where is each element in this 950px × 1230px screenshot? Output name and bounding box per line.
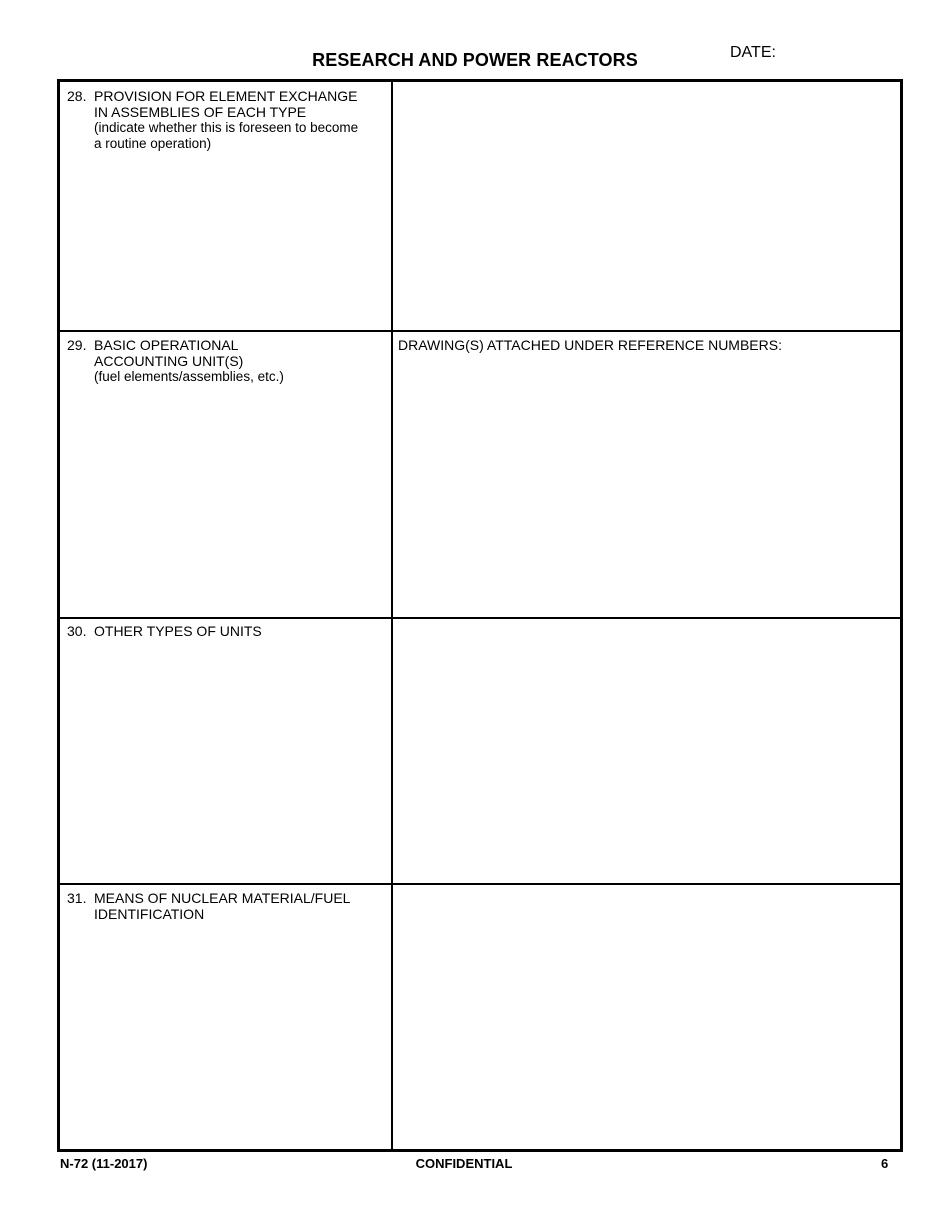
question-29-label	[67, 337, 385, 385]
question-text: BASIC OPERATIONAL	[94, 337, 239, 353]
form-id: N-72 (11-2017)	[60, 1156, 148, 1171]
row-divider	[60, 617, 900, 619]
form-table	[57, 79, 903, 1152]
column-divider	[391, 82, 393, 1149]
classification-label: CONFIDENTIAL	[415, 1156, 513, 1171]
question-31-label	[67, 890, 385, 922]
answer-field-30[interactable]	[395, 620, 899, 882]
answer-field-29[interactable]	[395, 333, 899, 615]
question-number: 28.	[67, 88, 87, 104]
date-label: DATE:	[730, 44, 776, 61]
question-text: IDENTIFICATION	[94, 906, 205, 922]
question-text: IN ASSEMBLIES OF EACH TYPE	[94, 104, 307, 120]
question-note: (fuel elements/assemblies, etc.)	[94, 369, 284, 384]
question-28-label	[67, 88, 385, 152]
question-note: a routine operation)	[94, 136, 212, 151]
question-number: 29.	[67, 337, 87, 353]
question-note: (indicate whether this is foreseen to become	[94, 120, 359, 135]
answer-field-28[interactable]	[395, 84, 899, 328]
page-number: 6	[881, 1156, 889, 1171]
question-text: ACCOUNTING UNIT(S)	[94, 353, 244, 369]
question-number: 31.	[67, 890, 87, 906]
question-text: OTHER TYPES OF UNITS	[94, 623, 262, 639]
row-divider	[60, 330, 900, 332]
answer-field-31[interactable]	[395, 886, 899, 1148]
row-divider	[60, 883, 900, 885]
drawings-reference-caption: DRAWING(S) ATTACHED UNDER REFERENCE NUMBERS:	[398, 337, 782, 353]
question-text: PROVISION FOR ELEMENT EXCHANGE	[94, 88, 358, 104]
question-text: MEANS OF NUCLEAR MATERIAL/FUEL	[94, 890, 351, 906]
question-30-label	[67, 623, 385, 639]
form-title: RESEARCH AND POWER REACTORS	[312, 50, 638, 70]
question-number: 30.	[67, 623, 87, 639]
